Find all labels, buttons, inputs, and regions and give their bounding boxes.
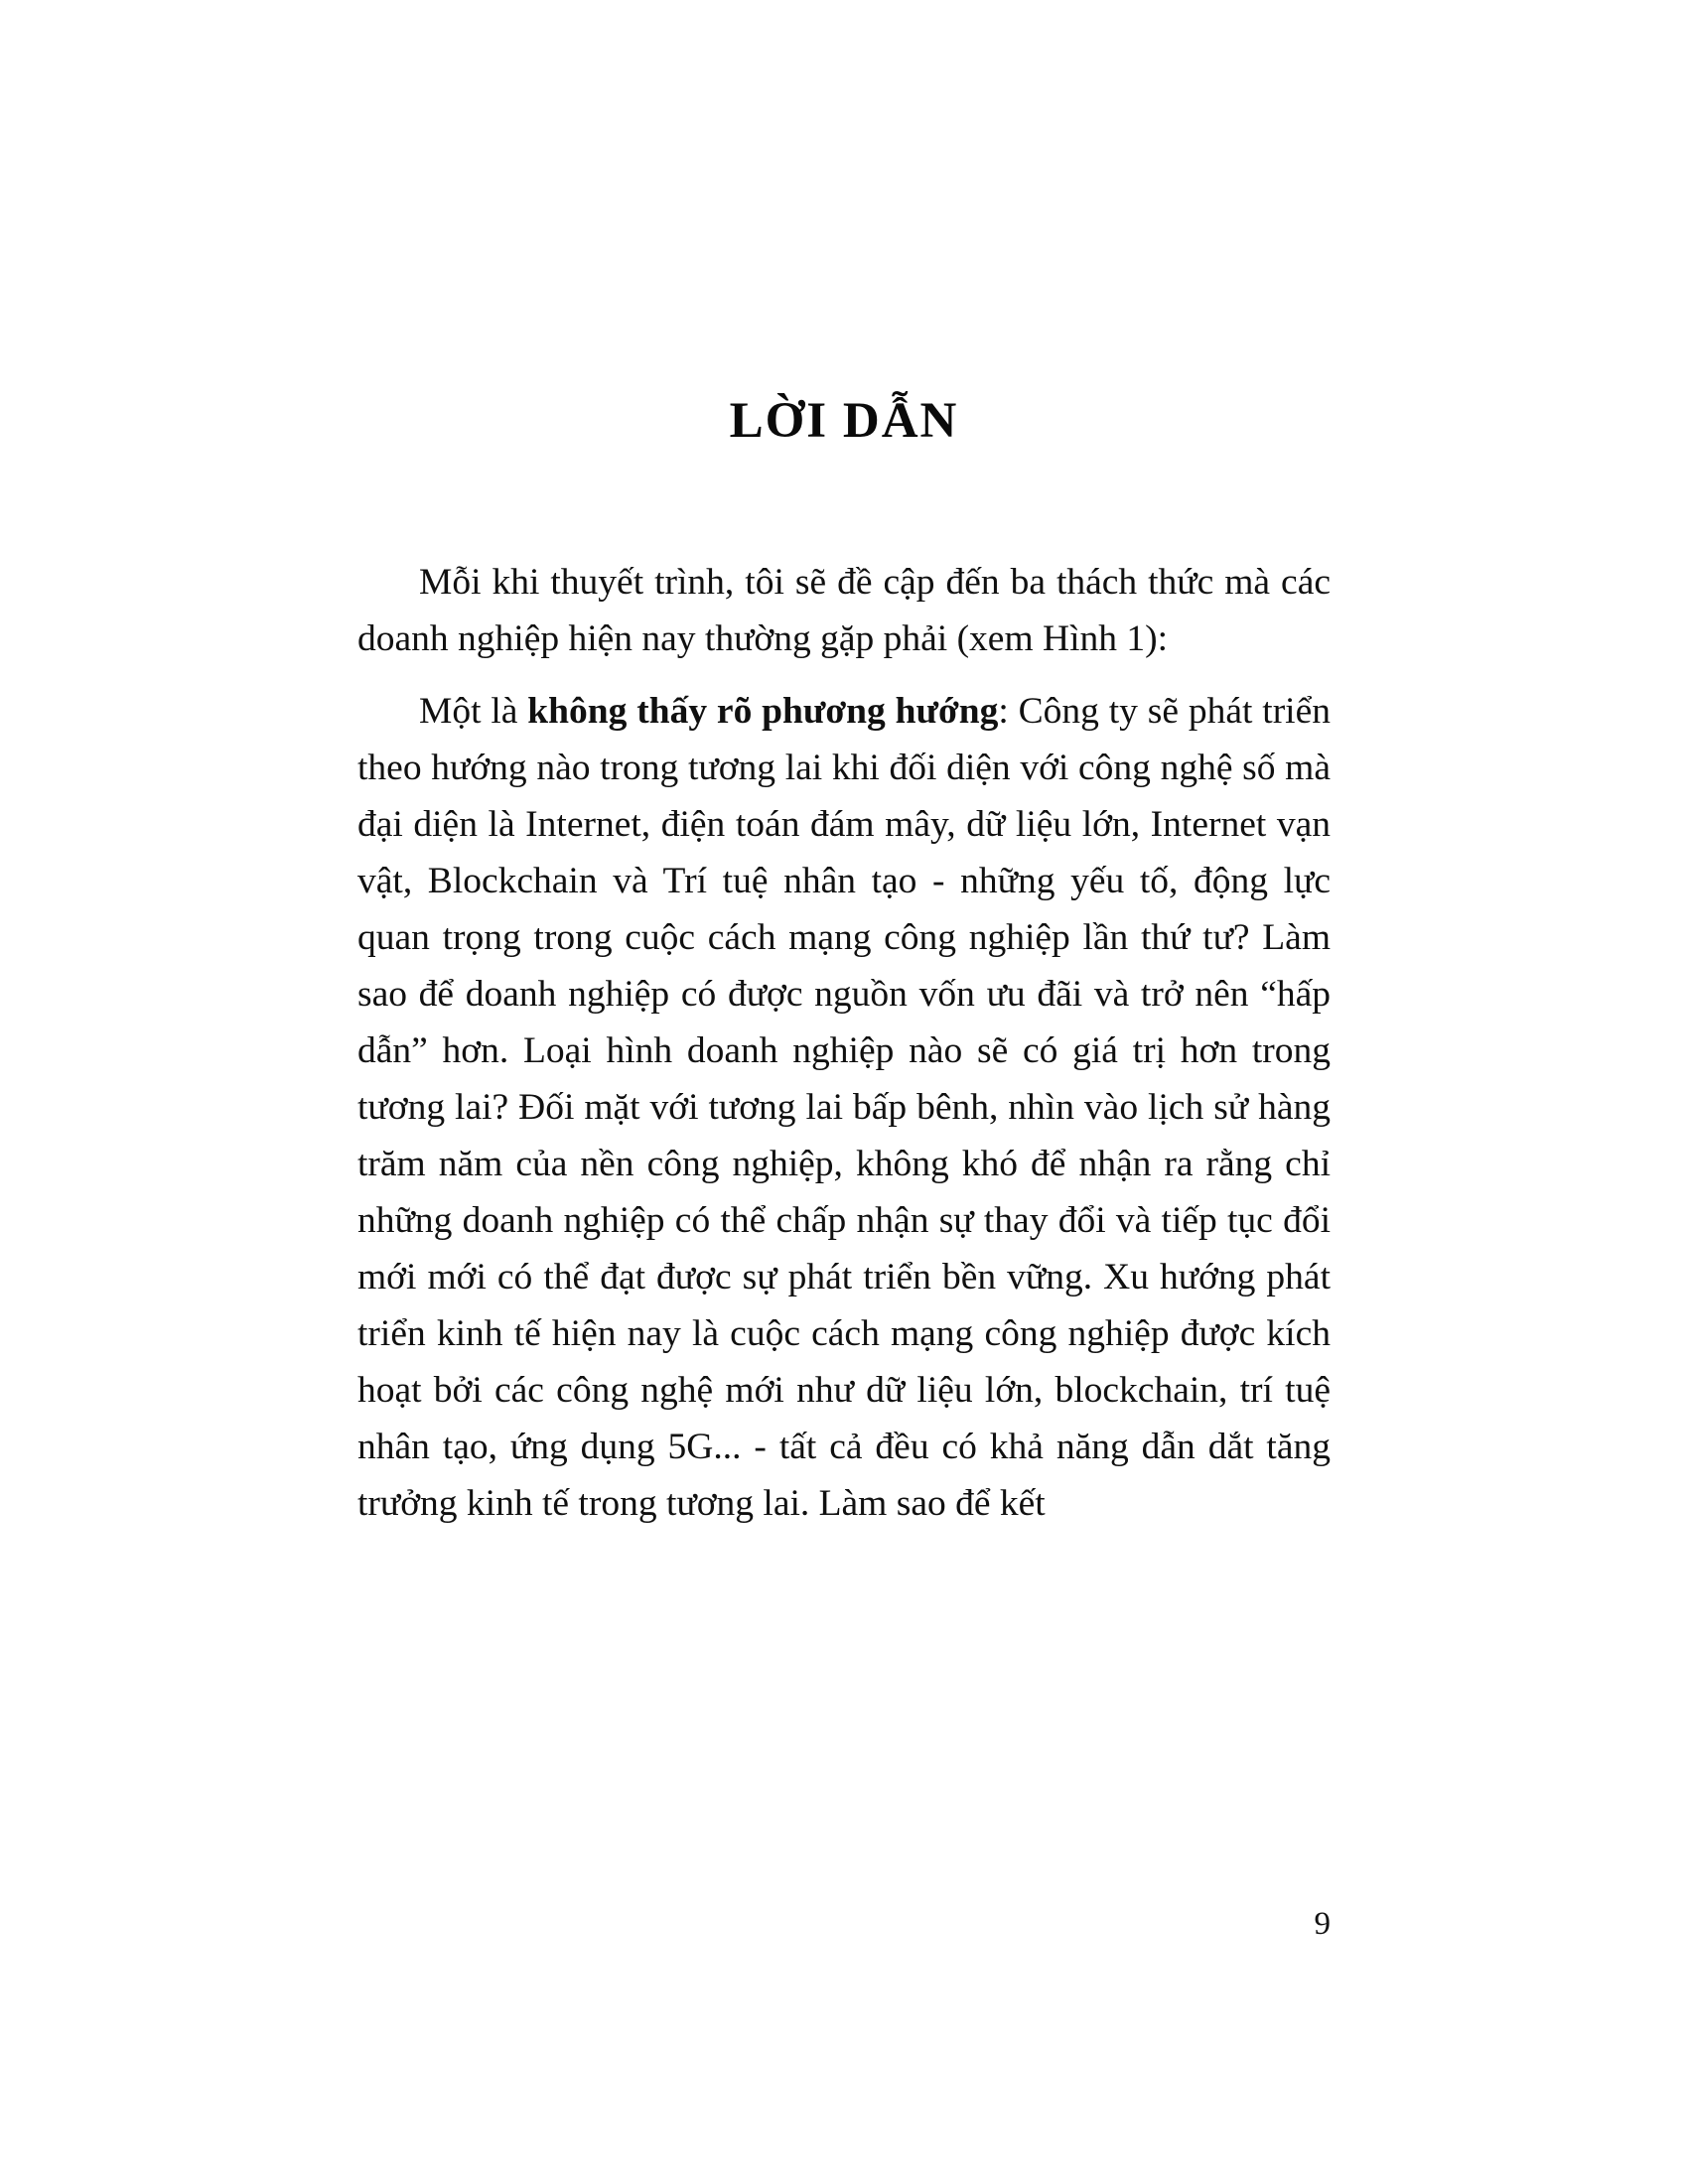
paragraph-1-text: Mỗi khi thuyết trình, tôi sẽ đề cập đến ba thách thức mà các doanh nghiệp hiện nay thường gặp phải (xem Hình 1): bbox=[357, 562, 1331, 659]
page-title: LỜI DẪN bbox=[729, 393, 959, 449]
paragraph-2-emphasis: không thấy rõ phương hướng bbox=[527, 691, 999, 732]
page-number: 9 bbox=[1314, 1906, 1331, 1942]
paragraph-2 bbox=[357, 683, 1331, 1532]
paragraph-1 bbox=[357, 554, 1331, 667]
paragraph-2-lead-text: Một là bbox=[419, 691, 528, 732]
page-content bbox=[357, 0, 1331, 1532]
paragraph-2-body-text: : Công ty sẽ phát triển theo hướng nào trong tương lai khi đối diện với công nghệ số mà đại diện là Internet, điện toán đám mây, dữ liệu lớn, Internet vạn vật, Blockchain và Trí tuệ nhân tạo - những yếu tố, động lực quan trọng trong cuộc cách mạng công nghiệp lần thứ tư? Làm sao để doanh nghiệp có được nguồn vốn ưu đãi và trở nên “hấp dẫn” hơn. Loại hình doanh nghiệp nào sẽ có giá trị hơn trong tương lai? Đối mặt với tương lai bấp bênh, nhìn vào lịch sử hàng trăm năm của nền công nghiệp, không khó để nhận ra rằng chỉ những doanh nghiệp có thể chấp nhận sự thay đổi và tiếp tục đổi mới mới có thể đạt được sự phát triển bền vững. Xu hướng phát triển kinh tế hiện nay là cuộc cách mạng công nghiệp được kích hoạt bởi các công nghệ mới như dữ liệu lớn, blockchain, trí tuệ nhân tạo, ứng dụng 5G... - tất cả đều có khả năng dẫn dắt tăng trưởng kinh tế trong tương lai. Làm sao để kết bbox=[357, 691, 1331, 1524]
